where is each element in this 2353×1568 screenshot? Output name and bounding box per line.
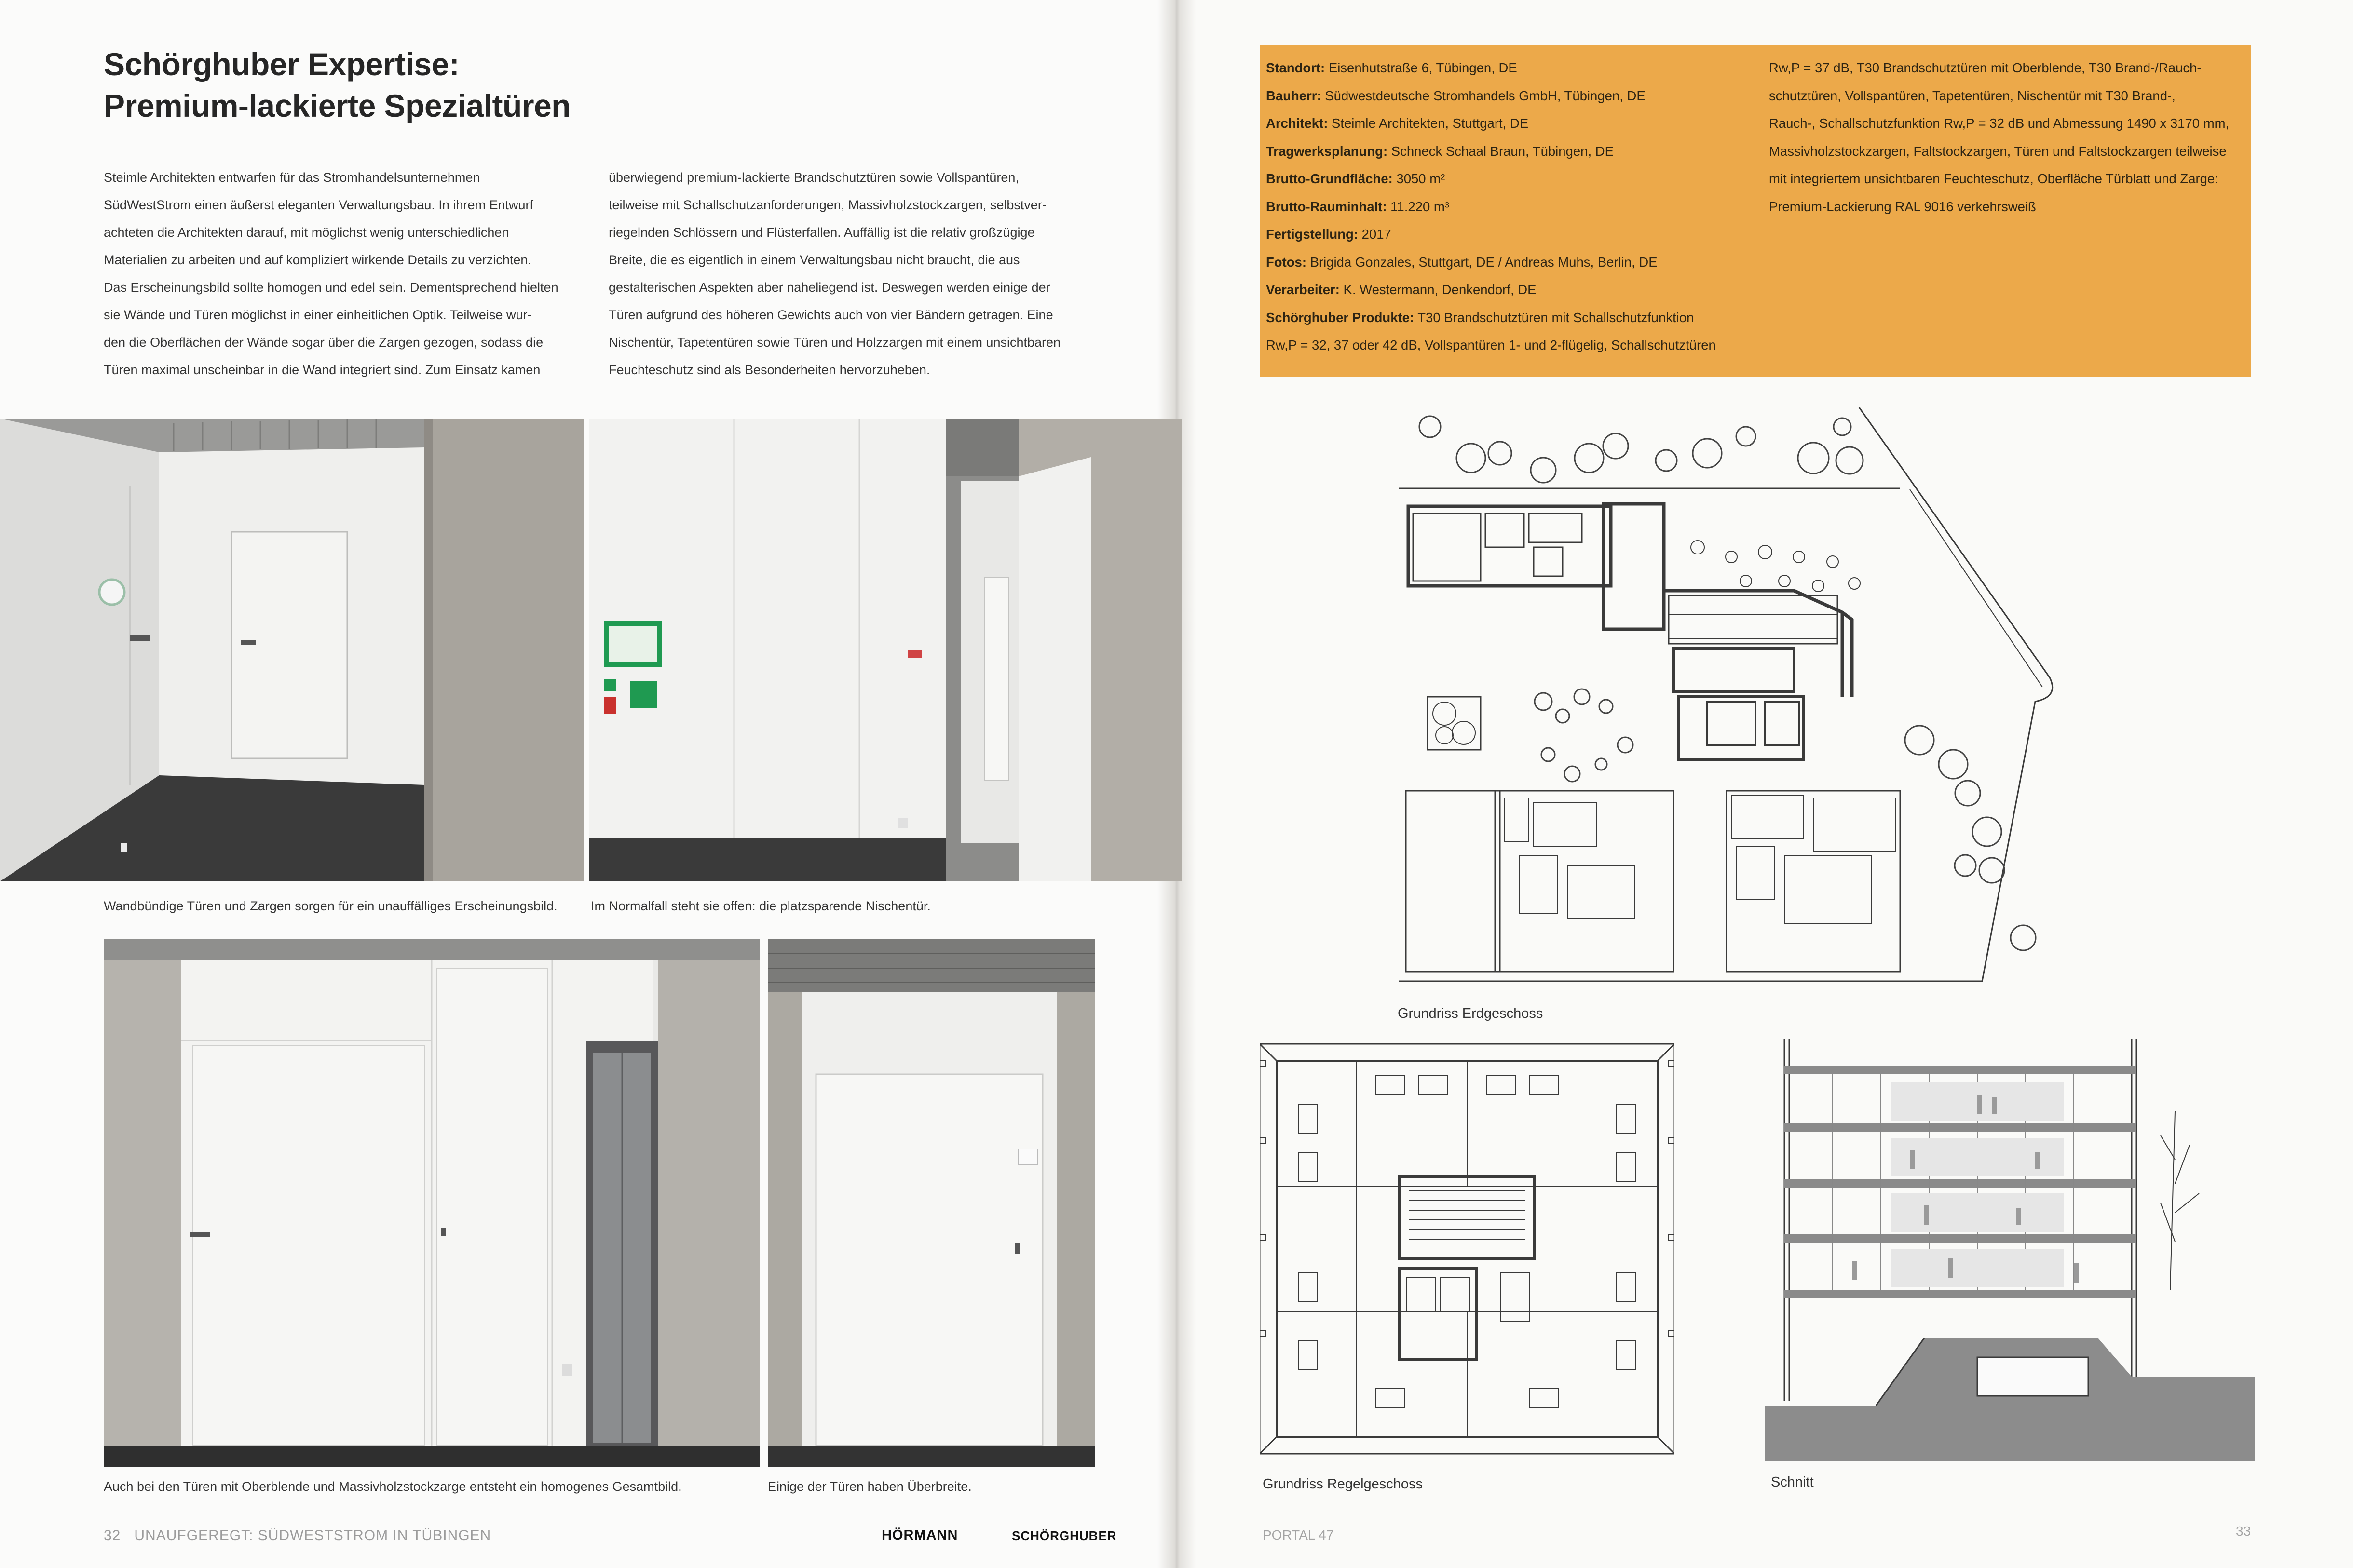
text-line: Breite, die es eigentlich in einem Verwaltungsbau nicht braucht, die aus xyxy=(609,253,1020,267)
text-line: teilweise mit Schallschutzanforderungen, Massivholzstockzargen, selbstver- xyxy=(609,198,1047,212)
info-line-grundflaeche: Brutto-Grundfläche: 3050 m² xyxy=(1266,171,1445,186)
text-line: Steimle Architekten entwarfen für das Stromhandelsunternehmen xyxy=(104,170,480,185)
info-line-verarbeiter: Verarbeiter: K. Westermann, Denkendorf, DE xyxy=(1266,282,1537,297)
text-line: Das Erscheinungsbild sollte homogen und edel sein. Dementsprechend hielten xyxy=(104,280,558,295)
text-line: sie Wände und Türen möglichst in einer einheitlichen Optik. Teilweise wur- xyxy=(104,308,532,322)
running-title: UNAUFGEREGT: SÜDWESTSTROM IN TÜBINGEN xyxy=(134,1527,491,1543)
text-line: überwiegend premium-lackierte Brandschutztüren sowie Vollspantüren, xyxy=(609,170,1019,185)
label-typical-floor: Grundriss Regelgeschoss xyxy=(1263,1476,1423,1492)
caption-photo-1: Wandbündige Türen und Zargen sorgen für ein unauffälliges Erscheinungsbild. xyxy=(104,899,558,913)
info-text-line: Rauch-, Schallschutzfunktion Rw,P = 32 dB und Abmessung 1490 x 3170 mm, xyxy=(1769,116,2230,131)
info-column-right xyxy=(1769,54,2229,220)
article-title xyxy=(104,43,571,126)
text-line: Nischentür, Tapetentüren sowie Türen und Holzzargen mit einem unsichtbaren xyxy=(609,335,1061,350)
info-line-produkte-cont: Rw,P = 32, 37 oder 42 dB, Vollspantüren 1- und 2-flügelig, Schallschutztüren xyxy=(1266,338,1716,352)
text-line: achteten die Architekten darauf, mit möglichst wenig unterschiedlichen xyxy=(104,225,509,240)
schoerghuber-logo: SCHÖRGHUBER xyxy=(1012,1528,1117,1543)
info-line-tragwerksplanung: Tragwerksplanung: Schneck Schaal Braun, Tübingen, DE xyxy=(1266,143,1614,159)
info-line-bauherr: Bauherr: Südwestdeutsche Stromhandels GmbH, Tübingen, DE xyxy=(1266,88,1646,103)
info-line-rauminhalt: Brutto-Rauminhalt: 11.220 m³ xyxy=(1266,199,1449,214)
label-section: Schnitt xyxy=(1771,1474,1814,1490)
caption-photo-4: Einige der Türen haben Überbreite. xyxy=(768,1479,972,1494)
title-line-1: Schörghuber Expertise: xyxy=(104,46,460,82)
info-line-fotos: Fotos: Brigida Gonzales, Stuttgart, DE / Andreas Muhs, Berlin, DE xyxy=(1266,254,1658,270)
building-section xyxy=(1765,1039,2255,1461)
text-line: SüdWestStrom einen äußerst eleganten Verwaltungsbau. In ihrem Entwurf xyxy=(104,198,533,212)
text-line: riegelnden Schlössern und Flüsterfallen. Auffällig ist die relativ großzügige xyxy=(609,225,1035,240)
caption-photo-3: Auch bei den Türen mit Oberblende und Massivholzstockzarge entsteht ein homogenes Gesamtbild. xyxy=(104,1479,682,1494)
text-line: Materialien zu arbeiten und auf kompliziert wirkende Details zu verzichten. xyxy=(104,253,531,267)
ground-floor-plan xyxy=(1399,407,2054,1000)
text-line: Türen aufgrund des höheren Gewichts auch von vier Bändern getragen. Eine xyxy=(609,308,1053,322)
info-text-line: Premium-Lackierung RAL 9016 verkehrsweiß xyxy=(1769,199,2036,214)
info-text-line: Rw,P = 37 dB, T30 Brandschutztüren mit Oberblende, T30 Brand-/Rauch- xyxy=(1769,60,2202,75)
typical-floor-plan xyxy=(1260,1041,1674,1466)
page-number-left: 32 xyxy=(104,1527,121,1543)
photo-corridor xyxy=(0,419,584,881)
magazine-name: PORTAL 47 xyxy=(1263,1527,1334,1542)
info-column-left xyxy=(1266,54,1716,359)
text-line: den die Oberflächen der Wände sogar über die Zargen gezogen, sodass die xyxy=(104,335,544,350)
text-line: gestalterischen Aspekten aber naheliegend ist. Deswegen werden einige der xyxy=(609,280,1050,295)
label-ground-floor: Grundriss Erdgeschoss xyxy=(1398,1006,1543,1021)
page-number-right: 33 xyxy=(2236,1524,2251,1539)
text-line: Feuchteschutz sind als Besonderheiten hervorzuheben. xyxy=(609,363,930,377)
info-text-line: mit integriertem unsichtbaren Feuchteschutz, Oberfläche Türblatt und Zarge: xyxy=(1769,171,2218,186)
hoermann-logo: HÖRMANN xyxy=(882,1527,958,1543)
caption-photo-2: Im Normalfall steht sie offen: die platzsparende Nischentür. xyxy=(591,899,931,913)
info-line-fertigstellung: Fertigstellung: 2017 xyxy=(1266,227,1391,242)
info-line-produkte: Schörghuber Produkte: T30 Brandschutztüren mit Schallschutzfunktion xyxy=(1266,310,1694,325)
text-column-2 xyxy=(609,164,1096,384)
info-line-standort: Standort: Eisenhutstraße 6, Tübingen, DE xyxy=(1266,60,1517,75)
info-text-line: schutztüren, Vollspantüren, Tapetentüren, Nischentür mit T30 Brand-, xyxy=(1769,88,2176,103)
title-line-2: Premium-lackierte Spezialtüren xyxy=(104,88,571,123)
text-line: Türen maximal unscheinbar in die Wand integriert sind. Zum Einsatz kamen xyxy=(104,363,541,377)
info-text-line: Massivholzstockzargen, Faltstockzargen, Türen und Faltstockzargen teilweise xyxy=(1769,143,2227,159)
photo-wide-door xyxy=(768,939,1095,1467)
left-footer xyxy=(104,1527,491,1544)
photo-niche-door xyxy=(589,419,1182,881)
info-line-architekt: Architekt: Steimle Architekten, Stuttgart, DE xyxy=(1266,116,1529,131)
photo-transom-doors xyxy=(104,939,760,1467)
text-column-1 xyxy=(104,164,591,384)
